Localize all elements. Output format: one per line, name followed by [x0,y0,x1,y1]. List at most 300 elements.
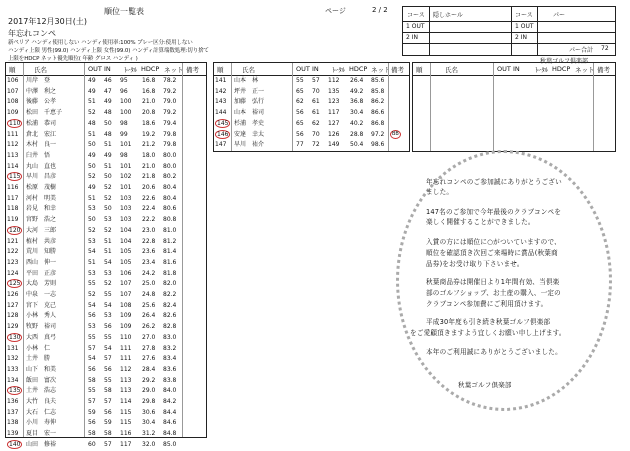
cell-net: 82.0 [163,280,177,288]
cell-out: 56 [296,130,304,138]
cell-net: 84.2 [163,398,177,405]
cell-out: 51 [88,98,96,106]
cell-in: 53 [104,269,112,277]
cell-hdcp: 50.4 [350,141,364,149]
cell-in: 53 [104,216,112,224]
cell-in: 46 [104,77,112,84]
cell-name: 後藤 公孝 [26,98,57,106]
cell-hdcp: 28.4 [142,365,156,373]
cell-name: 中澤 利之 [26,87,57,95]
cell-hdcp: 18.0 [142,151,156,159]
cell-hdcp: 21.0 [142,162,156,170]
cell-out: 55 [88,333,96,341]
cell-in: 70 [312,130,320,138]
cell-total: 98 [120,119,128,127]
cell-out: 50 [88,141,96,149]
cell-name: 小川 寿伸 [26,419,57,427]
col-total: ﾄｰﾀﾙ [124,66,137,74]
col-net: ネット [164,66,184,74]
cell-in: 58 [104,430,112,438]
cell-out: 56 [88,419,96,427]
cell-rank: 129 [7,323,19,331]
cell-name: 牧野 裕司 [26,323,57,331]
cell-out: 54 [88,355,96,363]
cell-hdcp: 27.8 [142,344,156,352]
cell-hdcp: 24.8 [142,291,156,298]
cell-in: 48 [104,109,112,117]
cell-rank: 144 [215,109,227,117]
message-line-4: 入賞の方には順位に○がついていますので、 [426,238,561,246]
cell-net: 79.8 [163,130,177,138]
message-line-9: クラブコンペ参加費にご利用頂けます。 [426,300,548,308]
cell-hdcp: 27.6 [142,355,156,363]
cell-in: 51 [104,141,112,149]
cell-total: 149 [328,141,340,149]
cell-in: 72 [312,141,320,149]
message-signature: 秋葉ゴルフ倶楽部 [458,381,512,389]
cell-out: 65 [296,87,304,95]
cell-hdcp: 19.2 [142,130,156,138]
cell-in: 59 [104,419,112,427]
cell-total: 101 [120,162,132,170]
cell-name: 大島 芳則 [26,280,57,288]
message-line-11: をご愛顧頂きますよう宜しくお願い申し上げます。 [410,329,566,337]
cell-in: 56 [104,323,112,331]
cell-net: 85.8 [371,87,385,95]
cell-name: 倉北 宏江 [26,130,57,138]
cell-net: 83.4 [163,355,177,363]
cell-rank: 120 [9,226,21,234]
cell-total: 105 [120,258,132,266]
cell-net: 80.4 [163,184,177,191]
cell-name: 山本 裕司 [234,109,265,117]
grid-row-in: 2 IN [406,34,418,41]
col-hdcp: HDCP [349,65,368,73]
cell-net: 81.4 [163,248,177,256]
cell-hdcp: 22.6 [142,194,156,202]
cell-name: 小林 仁 [26,344,51,352]
cell-rank: 108 [7,98,19,106]
cell-net: 81.0 [163,226,177,234]
rule-line-3: 上限をHDCP ネット優先順位( 年齢 グロス ハンディ ) [8,56,138,62]
cell-hdcp: 16.8 [142,77,156,84]
col-out: OUT [88,65,102,73]
cell-in: 57 [104,355,112,363]
cell-total: 126 [328,130,340,138]
cell-in: 52 [104,194,112,202]
col-total: ﾄｰﾀﾙ [332,66,345,74]
cell-out: 55 [88,280,96,288]
cell-in: 50 [104,173,112,181]
cell-name: 宮下 克己 [26,301,57,309]
cell-in: 52 [104,226,112,234]
cell-in: 52 [104,280,112,288]
cell-name: 大河 三郎 [26,226,57,234]
cell-out: 53 [88,323,96,331]
cell-rank: 147 [215,141,227,149]
cell-hdcp: 22.4 [142,205,156,213]
cell-name: 中泉 一志 [26,291,57,298]
cell-hdcp: 20.8 [142,109,156,117]
cell-name: 丸山 直也 [26,162,57,170]
cell-out: 56 [296,109,304,117]
cell-net: 98.6 [371,141,385,149]
grid-course2-label: コース [515,12,533,19]
cell-net: 79.0 [163,98,177,106]
cell-total: 101 [120,184,132,191]
cell-hdcp: 31.2 [142,430,156,438]
cell-out: 77 [296,141,304,149]
cell-out: 52 [88,291,96,298]
cell-hdcp: 25.6 [142,301,156,309]
col-hdcp: HDCP [552,65,571,73]
cell-out: 55 [296,77,304,84]
cell-hdcp: 30.4 [350,109,364,117]
cell-in: 57 [104,440,112,448]
cell-out: 51 [88,258,96,266]
cell-in: 56 [104,365,112,373]
cell-rank: 137 [7,408,19,416]
cell-total: 103 [120,205,132,213]
cell-in: 49 [104,98,112,106]
cell-rank: 118 [7,205,19,213]
cell-net: 86.8 [371,119,385,127]
cell-hdcp: 40.2 [350,119,364,127]
cell-out: 48 [88,119,96,127]
cell-name: 土井 浩志 [26,387,57,395]
cell-in: 52 [104,184,112,191]
cell-net: 79.8 [163,141,177,149]
cell-out: 56 [88,365,96,373]
cell-name: 平田 正彦 [26,269,57,277]
cell-rank: 113 [7,151,19,159]
cell-out: 58 [88,430,96,438]
cell-out: 53 [88,205,96,213]
cell-net: 84.4 [163,408,177,416]
cell-net: 83.8 [163,376,177,384]
col-net: ネット [575,66,595,74]
cell-name: 早川 祐介 [234,141,265,149]
cell-in: 55 [104,333,112,341]
cell-rank: 131 [7,344,19,352]
grid-row-out: 1 OUT [406,23,425,30]
cell-net: 79.4 [163,119,177,127]
col-net: ネット [371,66,391,74]
col-total: ﾄｰﾀﾙ [535,66,548,74]
message-line-5: 順位を確認頂き次回ご来場時に賞品(秋葉商 [426,249,558,257]
cell-in: 57 [104,398,112,405]
message-line-2: 147名のご参加で今年最後のクラブコンペを [426,208,562,216]
cell-total: 127 [328,119,340,127]
cell-net: 80.2 [163,173,177,181]
cell-net: 83.6 [163,365,177,373]
message-line-7: 秋葉商品券は開催日より1年間有効、当倶楽 [426,278,560,286]
cell-name: 荒川 知勝 [26,248,57,256]
cell-total: 105 [120,248,132,256]
cell-net: 81.2 [163,237,177,245]
cell-net: 80.6 [163,205,177,213]
cell-name: 松田 千恵子 [26,109,63,117]
cell-in: 61 [312,98,320,106]
cell-in: 51 [104,237,112,245]
cell-net: 82.4 [163,301,177,309]
cell-net: 85.6 [371,77,385,84]
cell-rank: 111 [7,130,19,138]
cell-name: 早川 昌彦 [26,173,57,181]
cell-net: 82.2 [163,291,177,298]
col-out: OUT [296,65,310,73]
cell-hdcp: 36.8 [350,98,364,106]
cell-name: 杉浦 孝史 [234,119,265,127]
cell-out: 65 [296,119,304,127]
cell-name: 山本 林 [234,77,259,84]
grid-row-in-2: 2 IN [515,34,527,41]
grid-course-label: コース [407,12,425,19]
event-name: 年忘れコンペ [8,29,56,38]
cell-in: 70 [312,87,320,95]
cell-hdcp: 20.6 [142,184,156,191]
cell-net: 84.6 [163,419,177,427]
cell-net: 84.8 [163,430,177,438]
cell-rank: 132 [7,355,19,363]
cell-in: 54 [104,344,112,352]
page-title: 順位一覧表 [104,7,144,16]
cell-name: 安達 幸太 [234,130,265,138]
cell-out: 49 [88,184,96,191]
cell-total: 110 [120,333,132,341]
cell-total: 111 [120,355,132,363]
cell-in: 50 [104,205,112,213]
cell-rank: 145 [217,119,229,127]
cell-hdcp: 16.8 [142,87,156,95]
col-name: 氏名 [242,66,255,74]
cell-rank: 107 [7,87,19,95]
cell-total: 111 [120,344,132,352]
cell-name: 松浦 恭司 [26,119,57,127]
cell-rank: 133 [7,365,19,373]
message-line-12: 本年のご利用誠にありがとうございました。 [426,348,562,356]
cell-hdcp: 26.4 [350,77,364,84]
cell-hdcp: 24.2 [142,269,156,277]
cell-in: 56 [104,408,112,416]
cell-rank: 138 [7,419,19,427]
cell-in: 53 [104,312,112,320]
cell-out: 49 [88,87,96,95]
cell-name: 夏目 宏一 [26,430,57,438]
cell-out: 54 [88,301,96,309]
cell-total: 95 [120,77,128,84]
cell-hdcp: 21.2 [142,141,156,149]
cell-total: 102 [120,173,132,181]
cell-name: 加藤 弘行 [234,98,265,106]
cell-rank: 134 [7,376,19,384]
cell-rank: 124 [7,269,19,277]
cell-name: 岩見 和幸 [26,205,57,213]
cell-in: 55 [104,376,112,384]
cell-in: 48 [104,130,112,138]
cell-total: 114 [120,398,132,405]
col-in: IN [312,65,319,73]
cell-net: 81.6 [163,258,177,266]
cell-out: 57 [88,344,96,352]
cell-total: 109 [120,323,132,331]
cell-net: 79.2 [163,109,177,117]
cell-rank: 110 [9,119,21,127]
cell-total: 117 [120,440,132,448]
col-hdcp: HDCP [141,65,160,73]
club-name: 秋葉ゴルフ倶楽部 [540,58,589,65]
cell-name: 川岸 登 [26,77,51,84]
cell-rank: 126 [7,291,19,298]
cell-in: 54 [104,301,112,309]
cell-net: 82.6 [163,312,177,320]
col-note: 備考 [391,66,404,74]
cell-name: 河村 明美 [26,194,57,202]
grid-hidden-hole-label: 隠しホール [433,12,463,19]
cell-net: 97.2 [371,130,385,138]
cell-out: 57 [88,398,96,405]
cell-total: 101 [120,141,132,149]
cell-hdcp: 29.8 [142,398,156,405]
cell-in: 54 [104,258,112,266]
cell-net: 80.0 [163,151,177,159]
cell-rank: 112 [7,141,19,149]
cell-hdcp: 21.0 [142,98,156,106]
cell-hdcp: 32.0 [142,440,156,448]
cell-out: 62 [296,98,304,106]
cell-total: 103 [120,216,132,224]
cell-out: 50 [88,216,96,224]
cell-name: 木村 良一 [26,141,57,149]
cell-total: 108 [120,301,132,309]
cell-rank: 116 [7,184,19,191]
cell-rank: 146 [217,130,229,138]
cell-out: 51 [88,194,96,202]
cell-total: 100 [120,98,132,106]
cell-total: 117 [328,109,340,117]
cell-name: 山下 和美 [26,365,57,373]
col-note: 備考 [597,66,610,74]
cell-total: 103 [120,194,132,202]
cell-in: 47 [104,87,112,95]
cell-hdcp: 25.0 [142,280,156,288]
event-date: 2017年12月30日(土) [8,17,87,26]
cell-total: 115 [120,419,132,427]
cell-total: 112 [328,77,340,84]
rule-line-2: ハンディ上限 男性(99.0) ハンディ上限 女性(99.0) ハンディ計算端数処理:切り捨て [8,48,209,54]
col-rank: 順 [217,66,224,74]
cell-total: 123 [328,98,340,106]
grid-row-out-2: 1 OUT [515,23,534,30]
cell-hdcp: 18.6 [142,119,156,127]
cell-net: 83.0 [163,333,177,341]
cell-in: 51 [104,248,112,256]
cell-total: 112 [120,365,132,373]
cell-rank: 127 [7,301,19,309]
message-line-10: 平成30年度も引き続き秋葉ゴルフ倶楽部 [426,318,551,326]
cell-hdcp: 26.4 [142,312,156,320]
cell-rank: 135 [9,387,21,395]
cell-hdcp: 30.4 [142,419,156,427]
cell-name: 大石 仁志 [26,408,57,416]
cell-out: 53 [88,237,96,245]
cell-rank: 122 [7,248,19,256]
cell-hdcp: 23.4 [142,258,156,266]
cell-name: 大竹 良夫 [26,398,57,405]
cell-total: 107 [120,291,132,298]
cell-name: 臼井 悟 [26,151,51,159]
cell-hdcp: 26.2 [142,323,156,331]
cell-hdcp: 29.2 [142,376,156,384]
cell-out: 52 [88,226,96,234]
cell-in: 55 [104,291,112,298]
cell-out: 50 [88,162,96,170]
col-out: OUT [497,65,511,73]
col-name: 氏名 [34,66,47,74]
cell-hdcp: 28.8 [350,130,364,138]
cell-rank: 109 [7,109,19,117]
cell-name: 山田 修裕 [26,440,57,448]
cell-in: 61 [312,109,320,117]
cell-hdcp: 29.0 [142,387,156,395]
cell-hdcp: 27.0 [142,333,156,341]
cell-net: 85.0 [163,440,177,448]
cell-rank: 128 [7,312,19,320]
cell-rank: 142 [215,87,227,95]
cell-total: 100 [120,109,132,117]
cell-rank: 123 [7,258,19,266]
cell-rank: 139 [7,430,19,438]
cell-out: 53 [88,269,96,277]
cell-hdcp: 30.6 [142,408,156,416]
cell-out: 56 [88,312,96,320]
cell-net: 78.2 [163,77,177,84]
cell-rank: 140 [9,440,21,448]
col-in: IN [513,65,520,73]
cell-rank: 117 [7,194,19,202]
cell-out: 55 [88,387,96,395]
cell-total: 98 [120,151,128,159]
cell-rank: 141 [215,77,227,84]
cell-name: 大西 真弓 [26,333,57,341]
cell-rank: 121 [7,237,19,245]
cell-name: 飯田 富次 [26,376,57,384]
cell-net: 81.8 [163,269,177,277]
cell-rank: 143 [215,98,227,106]
cell-in: 49 [104,151,112,159]
cell-hdcp: 49.2 [350,87,364,95]
cell-total: 96 [120,87,128,95]
cell-total: 116 [120,430,132,438]
cell-hdcp: 23.0 [142,226,156,234]
message-line-8: 部のゴルフショップ、お土産の購入、一定の [426,289,561,297]
cell-rank: 114 [7,162,19,170]
cell-net: 86.6 [371,109,385,117]
cell-net: 79.2 [163,87,177,95]
cell-hdcp: 22.8 [142,237,156,245]
cell-in: 62 [312,119,320,127]
cell-in: 57 [312,77,320,84]
cell-out: 52 [88,173,96,181]
cell-net: 84.0 [163,387,177,395]
col-name: 氏名 [445,66,458,74]
cell-in: 58 [104,387,112,395]
cell-total: 104 [120,237,132,245]
grid-par-label: パー [553,12,566,19]
col-rank: 順 [9,66,16,74]
cell-in: 50 [104,119,112,127]
cell-net: 80.8 [163,216,177,224]
